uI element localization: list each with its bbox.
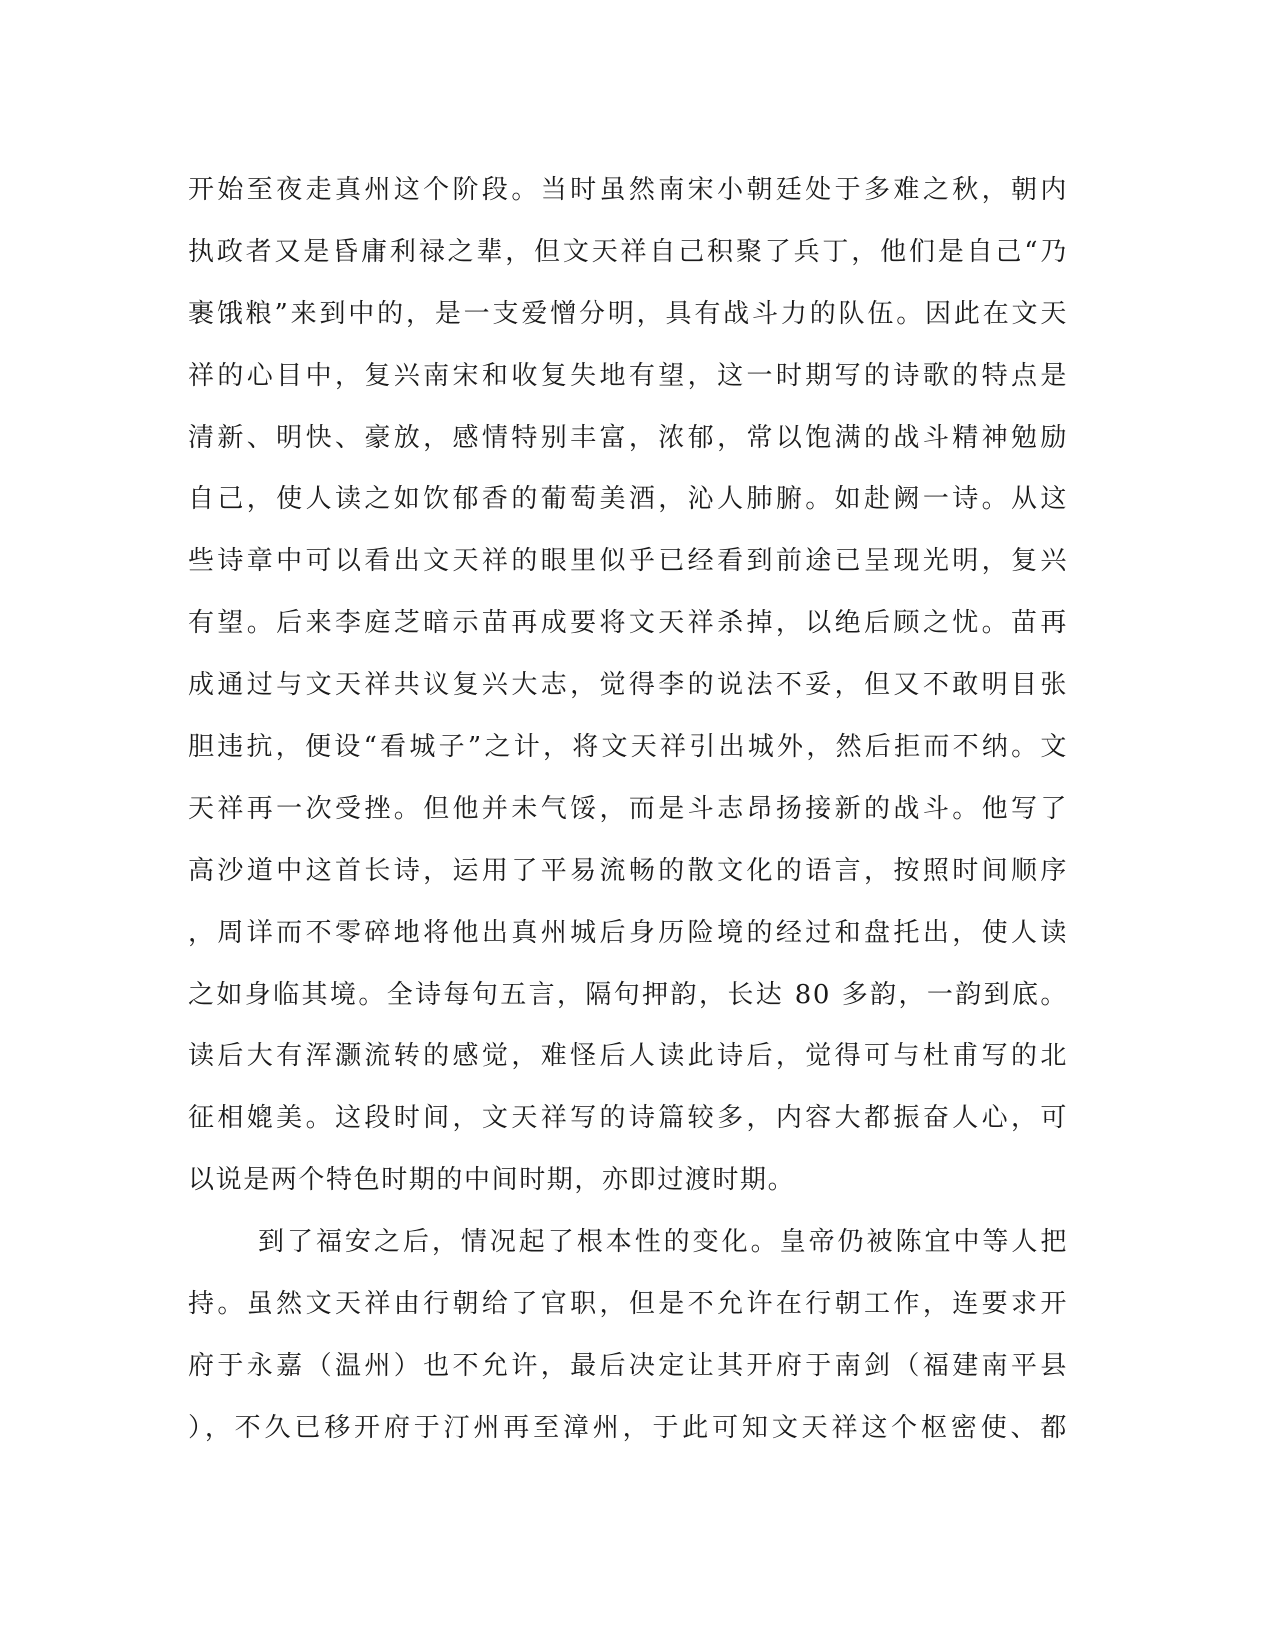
text-line-16: 征相媲美。这段时间，文天祥写的诗篇较多，内容大都振奋人心，可 [188,1103,1068,1134]
text-line-1: 开始至夜走真州这个阶段。当时虽然南宋小朝廷处于多难之秋，朝内 [188,175,1068,205]
text-line-14: 之如身临其境。全诗每句五言，隔句押韵，长达 80 多韵，一韵到底。 [188,979,1068,1010]
paragraph-start-line: 到了福安之后，情况起了根本性的变化。皇帝仍被陈宜中等人把 [258,1227,1068,1258]
text-line-11: 天祥再一次受挫。但他并未气馁，而是斗志昂扬接新的战斗。他写了 [188,793,1068,824]
text-line-21: ），不久已移开府于汀州再至漳州，于此可知文天祥这个枢密使、都 [188,1412,1068,1443]
text-line-13: ，周详而不零碎地将他出真州城后身历险境的经过和盘托出，使人读 [188,917,1068,948]
text-line-19: 持。虽然文天祥由行朝给了官职，但是不允许在行朝工作，连要求开 [188,1289,1068,1320]
text-line-6: 自己，使人读之如饮郁香的葡萄美酒，沁人肺腑。如赴阙一诗。从这 [188,484,1068,515]
text-line-20: 府于永嘉（温州）也不允许，最后决定让其开府于南剑（福建南平县 [188,1350,1068,1381]
text-line-17: 以说是两个特色时期的中间时期，亦即过渡时期。 [188,1165,796,1196]
body-text [188,160,1068,1460]
text-line-7: 些诗章中可以看出文天祥的眼里似乎已经看到前途已呈现光明，复兴 [188,546,1068,577]
text-line-4: 祥的心目中，复兴南宋和收复失地有望，这一时期写的诗歌的特点是 [188,360,1068,391]
text-line-5: 清新、明快、豪放，感情特别丰富，浓郁，常以饱满的战斗精神勉励 [188,422,1068,453]
text-line-9: 成通过与文天祥共议复兴大志，觉得李的说法不妥，但又不敢明目张 [188,670,1068,701]
text-line-2: 执政者又是昏庸利禄之辈，但文天祥自己积聚了兵丁，他们是自己“乃 [188,236,1068,267]
text-line-12: 高沙道中这首长诗，运用了平易流畅的散文化的语言，按照时间顺序 [188,855,1068,886]
text-line-10: 胆违抗，便设“看城子”之计，将文天祥引出城外，然后拒而不纳。文 [188,732,1068,763]
text-line-8: 有望。后来李庭芝暗示苗再成要将文天祥杀掉，以绝后顾之忧。苗再 [188,608,1068,639]
text-line-3: 裹饿粮”来到中的，是一支爱憎分明，具有战斗力的队伍。因此在文天 [188,298,1068,329]
text-line-15: 读后大有浑灏流转的感觉，难怪后人读此诗后，觉得可与杜甫写的北 [188,1041,1068,1072]
